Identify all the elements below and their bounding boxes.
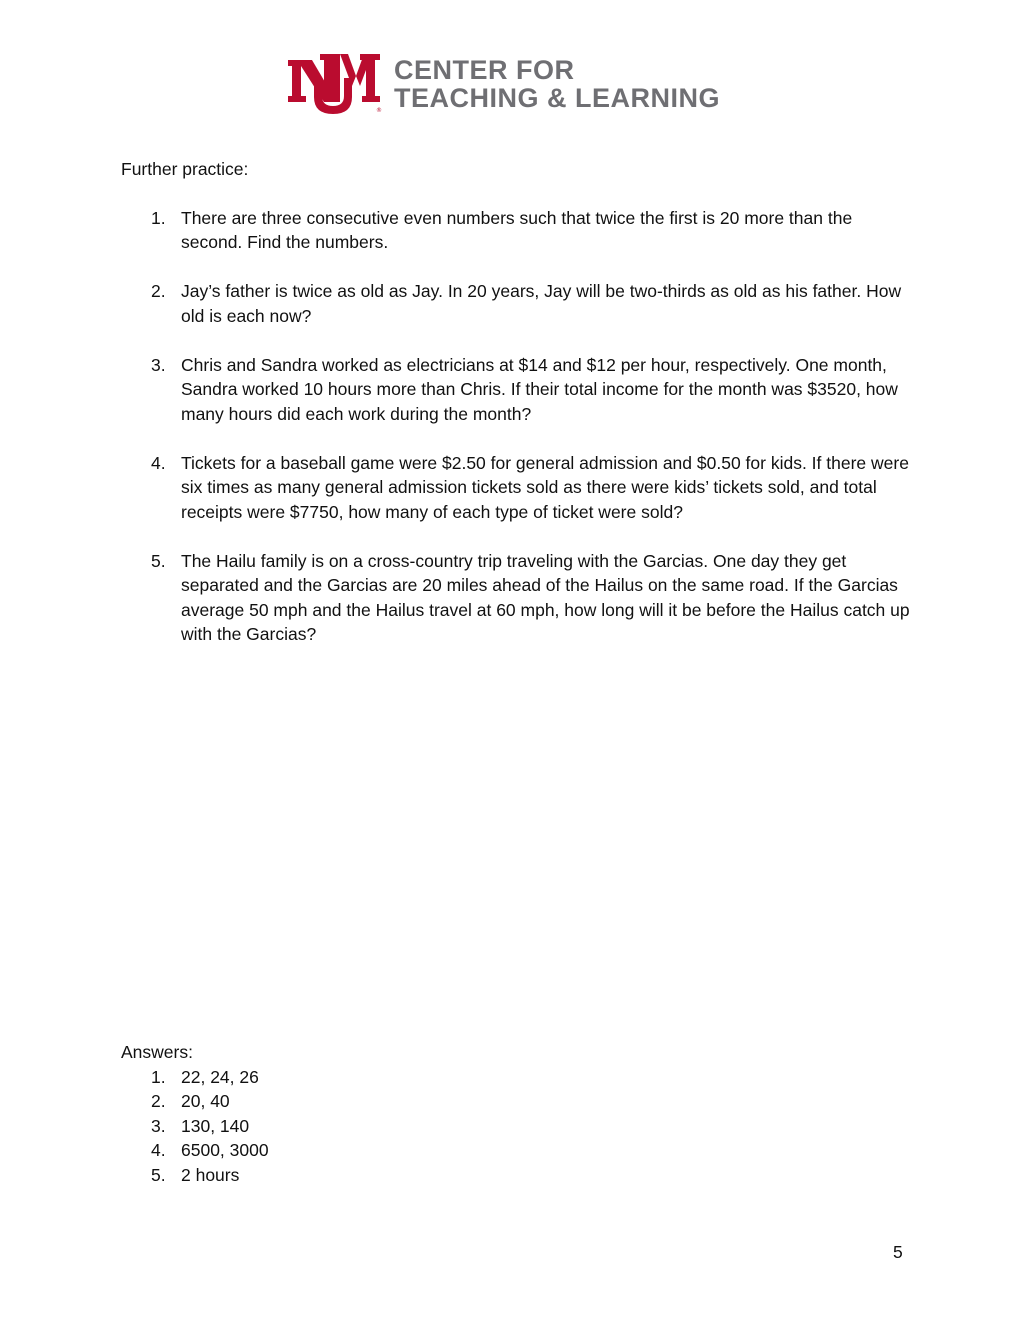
list-item xyxy=(121,451,911,525)
answer-text: 22, 24, 26 xyxy=(181,1066,259,1087)
list-item xyxy=(121,1089,269,1114)
logo-line-2: TEACHING & LEARNING xyxy=(394,83,720,113)
list-item xyxy=(121,353,911,427)
question-text: Jay’s father is twice as old as Jay. In 20 years, Jay will be two-thirds as old as his father. How old is each now? xyxy=(181,281,902,326)
item-number: 3. xyxy=(151,354,166,375)
header-logo xyxy=(286,52,720,116)
answer-text: 6500, 3000 xyxy=(181,1140,269,1160)
question-text: Chris and Sandra worked as electricians at $14 and $12 per hour, respectively. One month, Sandra worked 10 hours more than Chris. If their total income for the month was $3520, how many hours did each work during the month? xyxy=(181,354,898,424)
list-item xyxy=(121,1163,269,1188)
list-item xyxy=(121,206,911,255)
section-heading: Further practice: xyxy=(121,159,249,179)
item-number: 3. xyxy=(151,1115,166,1136)
item-number: 1. xyxy=(151,1066,166,1087)
list-item xyxy=(121,549,911,647)
question-list xyxy=(121,206,911,647)
unm-logo-icon xyxy=(286,52,380,116)
question-text: There are three consecutive even numbers such that twice the first is 20 more than the second. Find the numbers. xyxy=(181,207,853,252)
item-number: 2. xyxy=(151,281,166,301)
practice-section xyxy=(121,157,911,671)
answer-text: 20, 40 xyxy=(181,1091,230,1111)
question-text: The Hailu family is on a cross-country trip traveling with the Garcias. One day they get separated and the Garcias are 20 miles ahead of the Hailus on the same road. If the Garcias average 50 mph and the Hailus travel at 60 mph, how long will it be before the Hailus catch up with the Garcias? xyxy=(181,550,910,644)
list-item xyxy=(121,1114,269,1139)
logo-line-1: CENTER FOR xyxy=(394,55,575,85)
answer-text: 2 hours xyxy=(181,1164,240,1185)
svg-text:®: ® xyxy=(376,107,382,114)
item-number: 5. xyxy=(151,550,166,571)
list-item xyxy=(121,1065,269,1090)
list-item xyxy=(121,279,911,328)
item-number: 4. xyxy=(151,1140,166,1160)
item-number: 5. xyxy=(151,1164,166,1185)
list-item xyxy=(121,1138,269,1163)
answers-heading: Answers: xyxy=(121,1042,193,1062)
item-number: 1. xyxy=(151,207,166,228)
item-number: 4. xyxy=(151,452,166,473)
item-number: 2. xyxy=(151,1091,166,1111)
answer-text: 130, 140 xyxy=(181,1115,250,1136)
logo-text xyxy=(394,56,720,112)
answers-section xyxy=(121,1040,269,1187)
question-text: Tickets for a baseball game were $2.50 for general admission and $0.50 for kids. If there were six times as many general admission tickets sold as there were kids’ tickets sold, and total receipts were $7750, how many of each type of ticket were sold? xyxy=(181,452,909,522)
page-number: 5 xyxy=(893,1242,903,1262)
answer-list xyxy=(121,1065,269,1188)
